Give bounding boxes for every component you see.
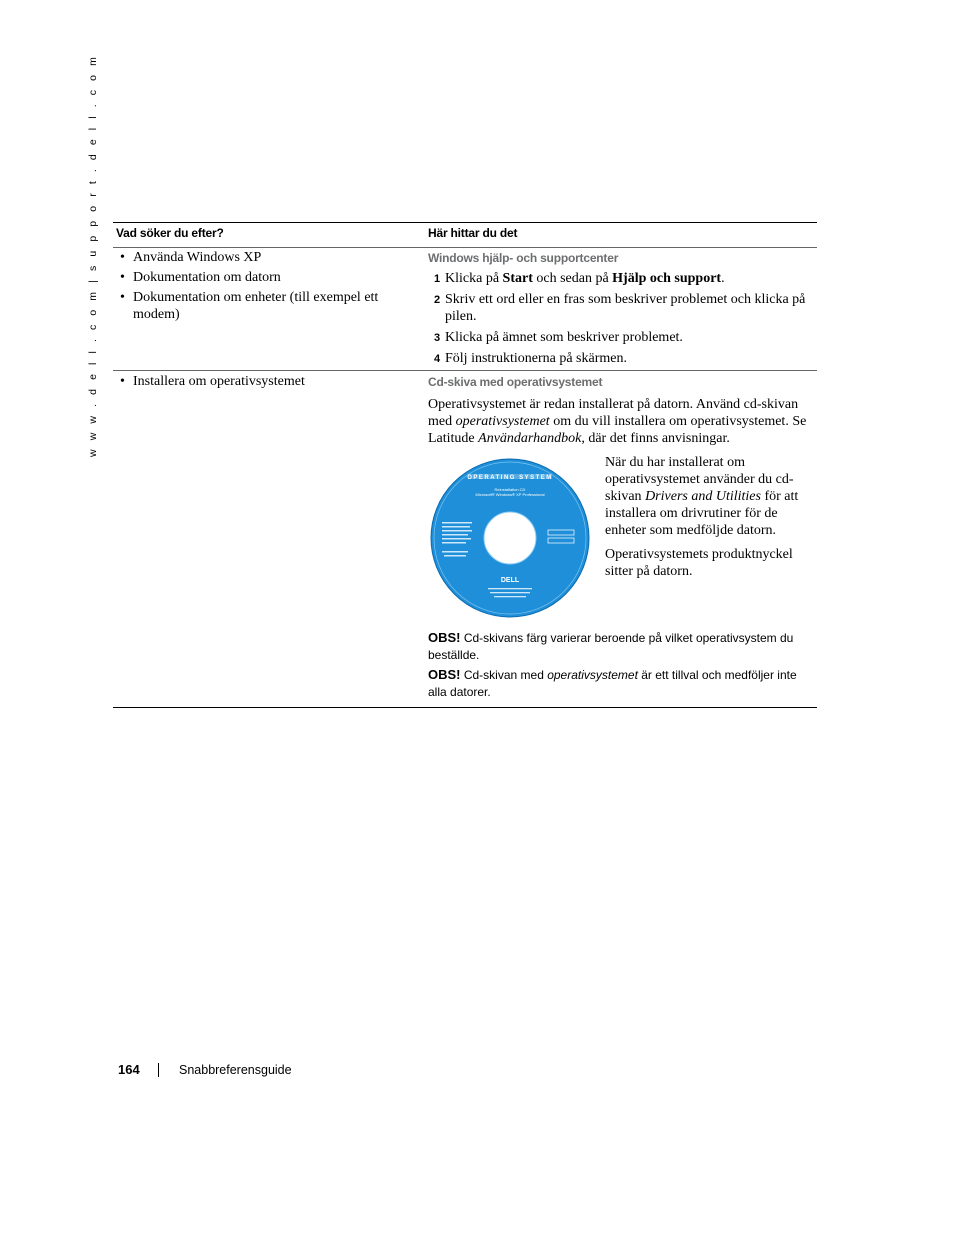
- header-rule: [113, 247, 817, 248]
- section-title-os-cd: Cd-skiva med operativsystemet: [428, 375, 603, 389]
- product-key-paragraph: Operativsystemets produktnyckel sitter på datorn.: [605, 547, 793, 579]
- help-steps: [428, 270, 812, 371]
- column-header-search: Vad söker du efter?: [116, 226, 224, 240]
- footer-separator: [158, 1063, 159, 1077]
- svg-text:Reinstallation CD: Reinstallation CD: [494, 487, 526, 492]
- step-item: [428, 350, 812, 367]
- list-item: • Dokumentation om enheter (till exempel ett modem): [118, 289, 398, 323]
- list-item: • Installera om operativsystemet: [118, 373, 398, 390]
- note-text: Cd-skivan med: [460, 668, 548, 682]
- step-number: 4: [434, 353, 441, 365]
- step-text: Följ instruktionerna på skärmen.: [445, 351, 627, 366]
- os-cd-paragraph: Operativsystemet är redan installerat på datorn. Använd cd-skivan med operativsystemet om du vill installera om operativsystemet. Se Latitude Användarhandbok, där det finns anvisningar.: [428, 397, 807, 446]
- list-item: • Dokumentation om datorn: [118, 269, 398, 286]
- column-header-find: Här hittar du det: [428, 226, 518, 240]
- cd-disc-icon: [430, 458, 590, 618]
- note-text: är ett tillval och medföljer inte alla datorer.: [428, 668, 797, 699]
- step-item: [428, 291, 812, 325]
- step-bold-help: Hjälp och support: [612, 271, 722, 286]
- step-number: 3: [434, 332, 441, 344]
- list-item: • Använda Windows XP: [118, 249, 398, 266]
- side-url-text: w w w . d e l l . c o m | s u p p o r t . d e l l . c o m: [87, 54, 99, 457]
- svg-text:OPERATING SYSTEM: OPERATING SYSTEM: [467, 475, 553, 481]
- svg-text:DELL: DELL: [500, 577, 520, 584]
- note-text: Cd-skivans färg varierar beroende på vilket operativsystem du beställde.: [428, 631, 794, 662]
- drivers-paragraph: När du har installerat om operativsystemet använder du cd-skivan Drivers and Utilities för att installera om drivrutiner för de enheter som medföljde datorn.: [605, 455, 799, 538]
- table-top-rule: [113, 222, 817, 223]
- step-item: [428, 270, 812, 287]
- footer-title: Snabbreferensguide: [179, 1063, 292, 1077]
- section-title-help-center: Windows hjälp- och supportcenter: [428, 251, 619, 265]
- step-text: .: [721, 271, 725, 286]
- step-text: Klicka på ämnet som beskriver problemet.: [445, 330, 683, 345]
- step-text: och sedan på: [532, 271, 613, 286]
- step-number: 1: [434, 273, 441, 285]
- step-text: Klicka på: [445, 271, 503, 286]
- table-bottom-rule: [113, 707, 817, 708]
- note-cd-color: [428, 629, 816, 664]
- step-bold-start: Start: [502, 271, 533, 286]
- row2-item-list: [118, 373, 398, 393]
- svg-text:Microsoft® Windows® XP Profess: Microsoft® Windows® XP Professional: [475, 492, 545, 497]
- note-italic: operativsystemet: [547, 668, 638, 682]
- side-url: [86, 54, 100, 464]
- note-label: OBS!: [428, 630, 461, 645]
- os-cd-image: [430, 458, 590, 618]
- step-number: 2: [434, 294, 441, 306]
- note-label: OBS!: [428, 667, 461, 682]
- step-item: [428, 329, 812, 346]
- note-cd-optional: [428, 666, 816, 701]
- page-number: 164: [118, 1062, 140, 1077]
- row1-item-list: [118, 249, 398, 326]
- step-text: Skriv ett ord eller en fras som beskriver problemet och klicka på pilen.: [445, 292, 806, 324]
